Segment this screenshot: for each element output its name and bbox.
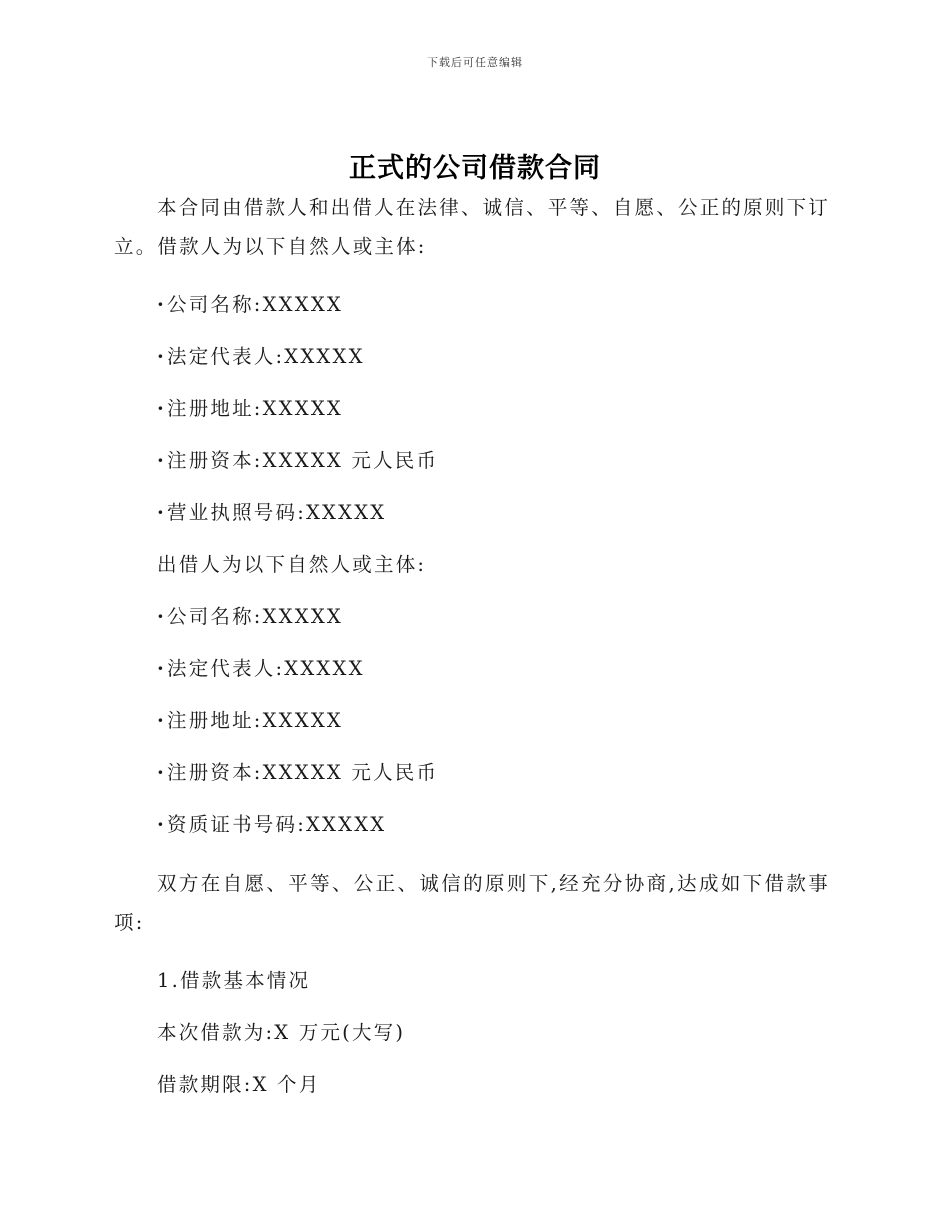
- bullet-icon: ·: [157, 449, 166, 472]
- lender-certificate: [114, 799, 830, 851]
- borrower-legal-rep: [114, 331, 830, 383]
- lender-capital-text: 注册资本:XXXXX 元人民币: [167, 761, 439, 784]
- lender-address-text: 注册地址:XXXXX: [167, 709, 343, 732]
- bullet-icon: ·: [157, 657, 166, 680]
- bullet-icon: ·: [157, 709, 166, 732]
- lender-capital: [114, 747, 830, 799]
- bullet-icon: ·: [157, 761, 166, 784]
- agreement-paragraph: 双方在自愿、平等、公正、诚信的原则下,经充分协商,达成如下借款事项:: [114, 872, 830, 934]
- lender-address: [114, 695, 830, 747]
- bullet-icon: ·: [157, 345, 166, 368]
- document-body: [114, 188, 830, 1111]
- intro-paragraph: 本合同由借款人和出借人在法律、诚信、平等、自愿、公正的原则下订立。借款人为以下自然人或主体:: [114, 196, 830, 258]
- header-note: 下载后可任意编辑: [427, 56, 523, 69]
- lender-company-name: [114, 591, 830, 643]
- bullet-icon: ·: [157, 501, 166, 524]
- spacer: [114, 851, 830, 864]
- borrower-license-text: 营业执照号码:XXXXX: [167, 501, 387, 524]
- borrower-address-text: 注册地址:XXXXX: [167, 397, 343, 420]
- borrower-capital-text: 注册资本:XXXXX 元人民币: [167, 449, 439, 472]
- loan-term: 借款期限:X 个月: [157, 1073, 321, 1096]
- lender-company-name-text: 公司名称:XXXXX: [167, 605, 343, 628]
- bullet-icon: ·: [157, 293, 166, 316]
- bullet-icon: ·: [157, 605, 166, 628]
- borrower-legal-rep-text: 法定代表人:XXXXX: [167, 345, 365, 368]
- bullet-icon: ·: [157, 813, 166, 836]
- borrower-address: [114, 383, 830, 435]
- lender-legal-rep: [114, 643, 830, 695]
- borrower-company-name-text: 公司名称:XXXXX: [167, 293, 343, 316]
- lender-legal-rep-text: 法定代表人:XXXXX: [167, 657, 365, 680]
- spacer: [114, 942, 830, 955]
- loan-amount: 本次借款为:X 万元(大写): [157, 1021, 406, 1044]
- lender-certificate-text: 资质证书号码:XXXXX: [167, 813, 387, 836]
- borrower-company-name: [114, 279, 830, 331]
- lender-intro: 出借人为以下自然人或主体:: [157, 553, 427, 576]
- borrower-capital: [114, 435, 830, 487]
- section1-heading: 1.借款基本情况: [157, 969, 311, 992]
- bullet-icon: ·: [157, 397, 166, 420]
- document-title: 正式的公司借款合同: [349, 153, 601, 184]
- spacer: [114, 266, 830, 279]
- borrower-license: [114, 487, 830, 539]
